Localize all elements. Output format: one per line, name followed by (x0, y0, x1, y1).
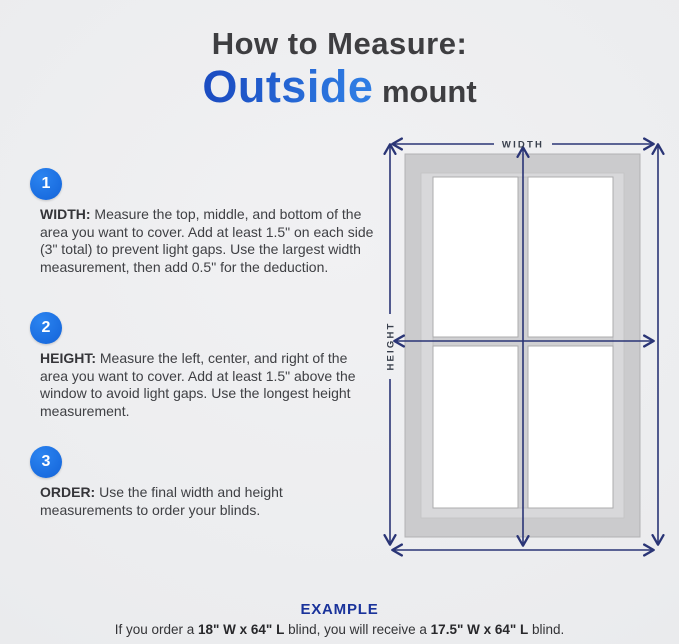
step-1-body: Measure the top, middle, and bottom of the area you want to cover. Add at least 1.5" on each side (3" total) to prevent light gaps. Use the largest width measurement, then add 0.5" for the deduction. (40, 206, 374, 275)
title-suffix: mount (373, 74, 477, 109)
window-measure-diagram (370, 120, 670, 570)
example-part-middle: blind, you will receive a (284, 622, 431, 637)
step-2-number-badge: 2 (30, 312, 62, 344)
step-1-text (40, 206, 375, 276)
step-2-body: Measure the left, center, and right of the area you want to cover. Add at least 1.5" above the window to avoid light gaps. Use the longest height measurement. (40, 350, 356, 419)
step-1-label: WIDTH: (40, 206, 91, 222)
step-3 (30, 446, 375, 519)
step-2 (30, 312, 375, 420)
example-block (0, 601, 679, 639)
step-3-text (40, 484, 375, 519)
example-heading: EXAMPLE (300, 601, 379, 618)
window-pane-bottom-right (528, 346, 613, 508)
example-received-size: 17.5" W x 64" L (430, 622, 529, 637)
example-ordered-size: 18" W x 64" L (198, 622, 285, 637)
step-3-number-badge: 3 (30, 446, 62, 478)
title-highlight: Outside (202, 61, 374, 112)
title-line2 (0, 61, 679, 121)
step-2-text (40, 350, 375, 420)
step-3-label: ORDER: (40, 484, 96, 500)
example-part-suffix: blind. (528, 622, 565, 637)
window-pane-top-left (433, 177, 518, 337)
step-2-label: HEIGHT: (40, 350, 96, 366)
window-pane-bottom-left (433, 346, 518, 508)
step-3-body: Use the final width and height measurements to order your blinds. (40, 484, 283, 518)
step-1-number-badge: 1 (30, 168, 62, 200)
width-label: WIDTH (501, 139, 545, 151)
page-title (0, 26, 679, 121)
example-line (0, 621, 679, 639)
title-line1: How to Measure: (211, 26, 468, 61)
height-label: HEIGHT (385, 321, 397, 371)
example-part-prefix: If you order a (114, 622, 198, 637)
window-pane-top-right (528, 177, 613, 337)
step-1 (30, 168, 375, 276)
